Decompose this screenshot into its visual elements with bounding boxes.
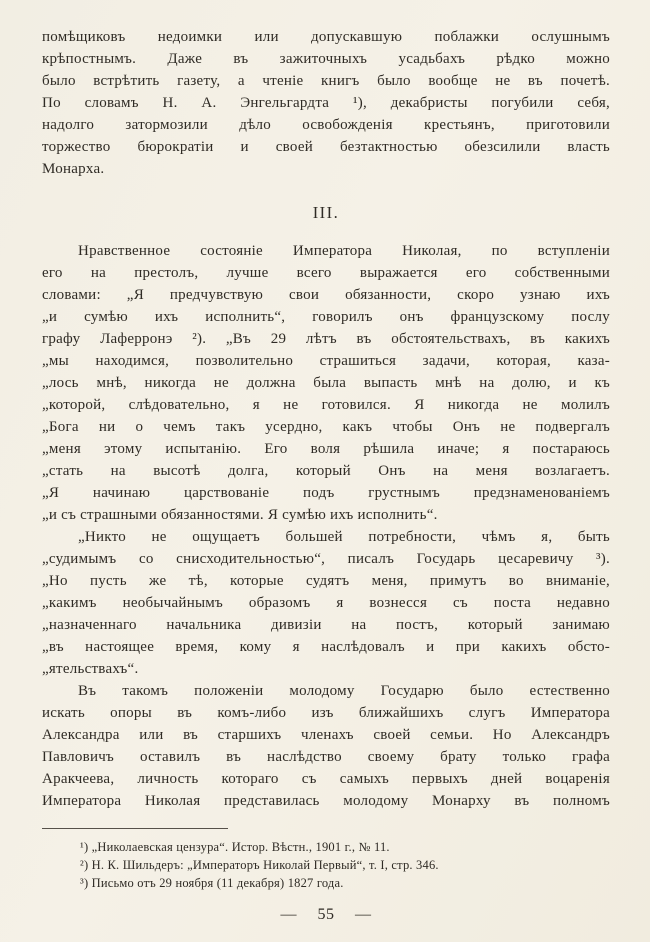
text-line: Нравственное состояніе Императора Николая, по вступленіи xyxy=(78,243,610,259)
text-line: „ятельствахъ“. xyxy=(42,661,139,677)
footnote-divider xyxy=(42,828,228,829)
text-line: было встрѣтить газету, а чтеніе книгъ было вообще не въ почетѣ. xyxy=(42,73,610,89)
footnote-2: ²) Н. К. Шильдеръ: „Императоръ Николай Первый“, т. I, стр. 346. xyxy=(80,858,439,872)
text-line: „Бога ни о чемъ такъ усердно, какъ чтобы Онъ не подвергалъ xyxy=(42,419,610,435)
text-line: крѣпостнымъ. Даже въ зажиточныхъ усадьбахъ рѣдко можно xyxy=(42,51,610,67)
text-line: „и съ страшными обязанностями. Я сумѣю ихъ исполнить“. xyxy=(42,507,438,523)
text-line: „меня этому испытанію. Его воля рѣшила иначе; я постараюсь xyxy=(42,441,610,457)
text-line: графу Лаферронэ ²). „Въ 29 лѣтъ въ обстоятельствахъ, въ какихъ xyxy=(42,331,610,347)
paragraph-quote-emperor xyxy=(42,240,610,526)
text-line: Аракчеева, личность котораго съ самыхъ первыхъ дней воцаренія xyxy=(42,771,610,787)
text-line: „Никто не ощущаетъ большей потребности, чѣмъ я, быть xyxy=(78,529,610,545)
page-number: — 55 — xyxy=(280,906,372,923)
text-line: искать опоры въ комъ-либо изъ ближайшихъ слугъ Императора xyxy=(42,705,610,721)
text-line: Императора Николая представилась молодому Монарху въ полномъ xyxy=(42,793,610,809)
text-line: „какимъ необычайнымъ образомъ я вознесся съ поста недавно xyxy=(42,595,610,611)
paragraph-quote-tsesarevich xyxy=(42,526,610,680)
paragraph-arakcheev xyxy=(42,680,610,812)
text-line: помѣщиковъ недоимки или допускавшую поблажки ослушнымъ xyxy=(42,29,610,45)
text-line: „въ настоящее время, кому я наслѣдовалъ и при какихъ обсто- xyxy=(42,639,610,655)
text-line: „назначеннаго начальника дивизіи на постъ, который занимаю xyxy=(42,617,610,633)
paragraph-continuation xyxy=(42,26,610,180)
text-line: „судимымъ со снисходительностью“, писалъ Государь цесаревичу ³). xyxy=(42,551,610,567)
text-line: торжество бюрократіи и своей безтактностью обезсилили власть xyxy=(42,139,610,155)
text-line: „которой, слѣдовательно, я не готовился. Я никогда не молилъ xyxy=(42,397,610,413)
text-line: „Но пусть же тѣ, которые судятъ меня, примутъ во вниманіе, xyxy=(42,573,610,589)
footnote-1: ¹) „Николаевская цензура“. Истор. Вѣстн., 1901 г., № 11. xyxy=(80,840,390,854)
text-line: Александра или въ старшихъ членахъ своей семьи. Но Александръ xyxy=(42,727,610,743)
text-line: „стать на высотѣ долга, который Онъ на меня возлагаетъ. xyxy=(42,463,610,479)
text-line: надолго затормозили дѣло освобожденія крестьянъ, приготовили xyxy=(42,117,610,133)
text-line: Въ такомъ положеніи молодому Государю было естественно xyxy=(78,683,610,699)
text-line: „лось мнѣ, никогда не должна была выпасть мнѣ на долю, и къ xyxy=(42,375,610,391)
text-line: „Я начинаю царствованіе подъ грустнымъ предзнаменованіемъ xyxy=(42,485,610,501)
footnotes-list xyxy=(42,838,610,892)
text-line: его на престолъ, лучше всего выражается его собственными xyxy=(42,265,610,281)
text-line: По словамъ Н. А. Энгельгардта ¹), декабристы погубили себя, xyxy=(42,95,610,111)
chapter-heading: III. xyxy=(312,203,340,222)
text-line: Монарха. xyxy=(42,161,105,177)
text-line: Павловичъ оставилъ въ наслѣдство своему брату только графа xyxy=(42,749,610,765)
text-line: словами: „Я предчувствую свои обязанности, скоро узнаю ихъ xyxy=(42,287,610,303)
text-line: „и сумѣю ихъ исполнить“, говорилъ онъ французскому послу xyxy=(42,309,610,325)
footnote-3: ³) Письмо отъ 29 ноября (11 декабря) 1827 года. xyxy=(80,876,344,890)
text-line: „мы находимся, позволительно страшиться задачи, которая, каза- xyxy=(42,353,610,369)
